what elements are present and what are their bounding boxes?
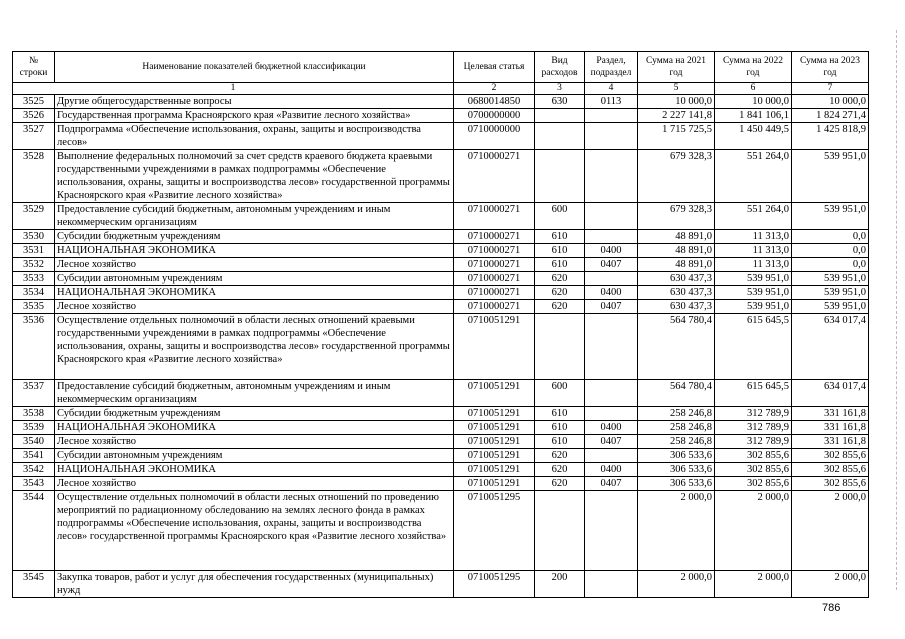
cell-target-article: 0710000271	[454, 230, 535, 244]
cell-sum-2023: 1 425 818,9	[792, 123, 869, 150]
cell-sum-2021: 1 715 725,5	[638, 123, 715, 150]
cell-section	[585, 272, 638, 286]
table-row	[13, 421, 869, 435]
budget-table	[12, 51, 869, 598]
cell-sum-2022: 539 951,0	[715, 272, 792, 286]
table-row	[13, 272, 869, 286]
cell-row-number: 3530	[13, 230, 55, 244]
cell-sum-2023: 539 951,0	[792, 203, 869, 230]
cell-section: 0113	[585, 95, 638, 109]
cell-row-number: 3528	[13, 150, 55, 203]
table-row	[13, 286, 869, 300]
cell-expense-type: 600	[535, 203, 585, 230]
cell-section	[585, 314, 638, 380]
cell-expense-type: 620	[535, 272, 585, 286]
cell-section	[585, 380, 638, 407]
cell-name: НАЦИОНАЛЬНАЯ ЭКОНОМИКА	[55, 463, 454, 477]
cell-sum-2021: 258 246,8	[638, 421, 715, 435]
cell-section	[585, 109, 638, 123]
header-sum-2022: Сумма на 2022 год	[715, 52, 792, 83]
cell-sum-2023: 634 017,4	[792, 314, 869, 380]
cell-target-article: 0710000271	[454, 286, 535, 300]
cell-expense-type: 200	[535, 571, 585, 598]
cell-name: Предоставление субсидий бюджетным, автономным учреждениям и иным некоммерческим организациям	[55, 203, 454, 230]
column-number: 6	[715, 83, 792, 95]
cell-name: Другие общегосударственные вопросы	[55, 95, 454, 109]
cell-name: Лесное хозяйство	[55, 435, 454, 449]
cell-expense-type: 620	[535, 477, 585, 491]
cell-name: Субсидии автономным учреждениям	[55, 449, 454, 463]
cell-row-number: 3542	[13, 463, 55, 477]
cell-target-article: 0710051295	[454, 491, 535, 571]
cell-target-article: 0710051291	[454, 314, 535, 380]
cell-sum-2023: 331 161,8	[792, 435, 869, 449]
cell-row-number: 3529	[13, 203, 55, 230]
cell-section	[585, 203, 638, 230]
cell-expense-type	[535, 150, 585, 203]
cell-sum-2022: 2 000,0	[715, 491, 792, 571]
cell-name: НАЦИОНАЛЬНАЯ ЭКОНОМИКА	[55, 244, 454, 258]
cell-section	[585, 571, 638, 598]
cell-target-article: 0710051291	[454, 380, 535, 407]
cell-section	[585, 491, 638, 571]
cell-name: Осуществление отдельных полномочий в области лесных отношений по проведению мероприятий по радиационному обследованию на землях лесного фонда в рамках подпрограммы «Обеспечение использования, охраны, защиты и воспроизводства лесов» государственной программы Красноярского края «Развитие лесного хозяйства»	[55, 491, 454, 571]
cell-section	[585, 407, 638, 421]
cell-sum-2022: 615 645,5	[715, 380, 792, 407]
table-row	[13, 463, 869, 477]
cell-sum-2023: 0,0	[792, 230, 869, 244]
cell-sum-2023: 10 000,0	[792, 95, 869, 109]
cell-name: Субсидии автономным учреждениям	[55, 272, 454, 286]
cell-name: Подпрограмма «Обеспечение использования, охраны, защиты и воспроизводства лесов»	[55, 123, 454, 150]
cell-sum-2021: 679 328,3	[638, 203, 715, 230]
table-row	[13, 491, 869, 571]
column-number-row	[13, 83, 869, 95]
cell-name: Лесное хозяйство	[55, 258, 454, 272]
cell-section: 0407	[585, 300, 638, 314]
cell-sum-2022: 539 951,0	[715, 300, 792, 314]
cell-target-article: 0680014850	[454, 95, 535, 109]
cell-section: 0400	[585, 463, 638, 477]
cell-expense-type: 600	[535, 380, 585, 407]
cell-row-number: 3540	[13, 435, 55, 449]
table-body	[13, 95, 869, 598]
cell-sum-2021: 564 780,4	[638, 314, 715, 380]
cell-name: Предоставление субсидий бюджетным, автономным учреждениям и иным некоммерческим организациям	[55, 380, 454, 407]
cell-row-number: 3545	[13, 571, 55, 598]
cell-sum-2022: 312 789,9	[715, 435, 792, 449]
cell-target-article: 0710051291	[454, 477, 535, 491]
scan-edge-line	[896, 30, 898, 590]
cell-expense-type: 630	[535, 95, 585, 109]
cell-sum-2022: 302 855,6	[715, 463, 792, 477]
cell-sum-2021: 306 533,6	[638, 463, 715, 477]
cell-target-article: 0710000271	[454, 272, 535, 286]
cell-name: Закупка товаров, работ и услуг для обеспечения государственных (муниципальных) нужд	[55, 571, 454, 598]
cell-sum-2022: 615 645,5	[715, 314, 792, 380]
cell-sum-2021: 630 437,3	[638, 300, 715, 314]
cell-row-number: 3536	[13, 314, 55, 380]
cell-row-number: 3525	[13, 95, 55, 109]
cell-sum-2023: 539 951,0	[792, 272, 869, 286]
cell-sum-2021: 679 328,3	[638, 150, 715, 203]
cell-expense-type: 610	[535, 407, 585, 421]
cell-sum-2023: 0,0	[792, 258, 869, 272]
column-number: 2	[454, 83, 535, 95]
cell-target-article: 0710051291	[454, 421, 535, 435]
cell-row-number: 3532	[13, 258, 55, 272]
cell-sum-2021: 306 533,6	[638, 449, 715, 463]
cell-sum-2023: 2 000,0	[792, 491, 869, 571]
cell-row-number: 3539	[13, 421, 55, 435]
cell-sum-2021: 258 246,8	[638, 407, 715, 421]
cell-expense-type	[535, 123, 585, 150]
cell-section: 0407	[585, 477, 638, 491]
header-sum-2023: Сумма на 2023 год	[792, 52, 869, 83]
cell-expense-type	[535, 109, 585, 123]
cell-target-article: 0710000271	[454, 300, 535, 314]
cell-sum-2022: 551 264,0	[715, 203, 792, 230]
cell-sum-2021: 48 891,0	[638, 258, 715, 272]
cell-sum-2022: 11 313,0	[715, 258, 792, 272]
page-number: 786	[822, 602, 841, 614]
cell-target-article: 0700000000	[454, 109, 535, 123]
cell-sum-2021: 630 437,3	[638, 272, 715, 286]
cell-sum-2022: 539 951,0	[715, 286, 792, 300]
cell-name: Осуществление отдельных полномочий в области лесных отношений краевыми государственными учреждениями в рамках подпрограммы «Обеспечение использования, охраны, защиты и воспроизводства лесов» государственной программы Красноярского края «Развитие лесного хозяйства»	[55, 314, 454, 380]
table-row	[13, 314, 869, 380]
table-row	[13, 230, 869, 244]
table-row	[13, 571, 869, 598]
cell-name: Лесное хозяйство	[55, 477, 454, 491]
header-row	[13, 52, 869, 83]
cell-expense-type: 620	[535, 286, 585, 300]
table-row	[13, 203, 869, 230]
table-row	[13, 300, 869, 314]
cell-sum-2021: 630 437,3	[638, 286, 715, 300]
cell-expense-type: 610	[535, 421, 585, 435]
cell-section	[585, 150, 638, 203]
cell-name: Лесное хозяйство	[55, 300, 454, 314]
cell-name: Субсидии бюджетным учреждениям	[55, 230, 454, 244]
cell-sum-2022: 551 264,0	[715, 150, 792, 203]
cell-section: 0407	[585, 258, 638, 272]
cell-name: Выполнение федеральных полномочий за счет средств краевого бюджета краевыми государственными учреждениями в рамках подпрограммы «Обеспечение использования, охраны, защиты и воспроизводства лесов» государственной программы Красноярского края «Развитие лесного хозяйства»	[55, 150, 454, 203]
cell-sum-2022: 312 789,9	[715, 407, 792, 421]
cell-section: 0400	[585, 421, 638, 435]
cell-expense-type: 610	[535, 435, 585, 449]
cell-sum-2021: 10 000,0	[638, 95, 715, 109]
cell-sum-2023: 331 161,8	[792, 407, 869, 421]
cell-expense-type: 610	[535, 244, 585, 258]
table-row	[13, 435, 869, 449]
cell-target-article: 0710051291	[454, 407, 535, 421]
cell-sum-2022: 11 313,0	[715, 230, 792, 244]
table-row	[13, 95, 869, 109]
table-row	[13, 109, 869, 123]
cell-row-number: 3533	[13, 272, 55, 286]
cell-sum-2021: 258 246,8	[638, 435, 715, 449]
header-target-article: Целевая статья	[454, 52, 535, 83]
cell-name: НАЦИОНАЛЬНАЯ ЭКОНОМИКА	[55, 286, 454, 300]
cell-sum-2023: 1 824 271,4	[792, 109, 869, 123]
cell-name: Субсидии бюджетным учреждениям	[55, 407, 454, 421]
cell-sum-2022: 11 313,0	[715, 244, 792, 258]
cell-target-article: 0710051291	[454, 463, 535, 477]
table-row	[13, 380, 869, 407]
cell-row-number: 3543	[13, 477, 55, 491]
column-number: 1	[13, 83, 454, 95]
cell-name: Государственная программа Красноярского края «Развитие лесного хозяйства»	[55, 109, 454, 123]
cell-sum-2021: 48 891,0	[638, 244, 715, 258]
cell-expense-type	[535, 314, 585, 380]
header-expense-type: Вид расходов	[535, 52, 585, 83]
cell-row-number: 3544	[13, 491, 55, 571]
cell-target-article: 0710051291	[454, 435, 535, 449]
cell-row-number: 3535	[13, 300, 55, 314]
cell-expense-type: 620	[535, 300, 585, 314]
cell-target-article: 0710000271	[454, 244, 535, 258]
table-row	[13, 150, 869, 203]
cell-row-number: 3538	[13, 407, 55, 421]
column-number: 5	[638, 83, 715, 95]
cell-section	[585, 449, 638, 463]
cell-sum-2023: 0,0	[792, 244, 869, 258]
cell-section	[585, 230, 638, 244]
cell-sum-2022: 302 855,6	[715, 477, 792, 491]
table-row	[13, 449, 869, 463]
cell-expense-type: 610	[535, 230, 585, 244]
cell-sum-2023: 539 951,0	[792, 300, 869, 314]
cell-sum-2022: 2 000,0	[715, 571, 792, 598]
cell-sum-2022: 302 855,6	[715, 449, 792, 463]
cell-target-article: 0710051291	[454, 449, 535, 463]
cell-sum-2021: 48 891,0	[638, 230, 715, 244]
cell-section	[585, 123, 638, 150]
cell-expense-type	[535, 491, 585, 571]
cell-sum-2023: 302 855,6	[792, 449, 869, 463]
cell-sum-2021: 306 533,6	[638, 477, 715, 491]
cell-sum-2023: 2 000,0	[792, 571, 869, 598]
cell-name: НАЦИОНАЛЬНАЯ ЭКОНОМИКА	[55, 421, 454, 435]
cell-expense-type: 610	[535, 258, 585, 272]
cell-target-article: 0710000000	[454, 123, 535, 150]
column-number: 3	[535, 83, 585, 95]
cell-target-article: 0710000271	[454, 150, 535, 203]
cell-row-number: 3537	[13, 380, 55, 407]
cell-row-number: 3541	[13, 449, 55, 463]
cell-sum-2022: 1 450 449,5	[715, 123, 792, 150]
cell-section: 0407	[585, 435, 638, 449]
cell-target-article: 0710000271	[454, 203, 535, 230]
column-number: 4	[585, 83, 638, 95]
cell-sum-2021: 2 000,0	[638, 571, 715, 598]
cell-row-number: 3527	[13, 123, 55, 150]
header-row-number: № строки	[13, 52, 55, 83]
cell-sum-2023: 539 951,0	[792, 286, 869, 300]
cell-sum-2021: 2 227 141,8	[638, 109, 715, 123]
table-row	[13, 477, 869, 491]
cell-row-number: 3526	[13, 109, 55, 123]
cell-sum-2021: 564 780,4	[638, 380, 715, 407]
table-row	[13, 244, 869, 258]
header-sum-2021: Сумма на 2021 год	[638, 52, 715, 83]
table-row	[13, 407, 869, 421]
cell-sum-2023: 634 017,4	[792, 380, 869, 407]
cell-sum-2023: 331 161,8	[792, 421, 869, 435]
cell-sum-2023: 302 855,6	[792, 477, 869, 491]
table-row	[13, 258, 869, 272]
cell-sum-2023: 302 855,6	[792, 463, 869, 477]
cell-sum-2021: 2 000,0	[638, 491, 715, 571]
cell-row-number: 3531	[13, 244, 55, 258]
cell-sum-2022: 312 789,9	[715, 421, 792, 435]
table-row	[13, 123, 869, 150]
header-name: Наименование показателей бюджетной классификации	[55, 52, 454, 83]
cell-section: 0400	[585, 286, 638, 300]
cell-sum-2022: 10 000,0	[715, 95, 792, 109]
cell-target-article: 0710000271	[454, 258, 535, 272]
column-number: 7	[792, 83, 869, 95]
cell-section: 0400	[585, 244, 638, 258]
cell-expense-type: 620	[535, 449, 585, 463]
cell-row-number: 3534	[13, 286, 55, 300]
cell-expense-type: 620	[535, 463, 585, 477]
cell-sum-2023: 539 951,0	[792, 150, 869, 203]
cell-sum-2022: 1 841 106,1	[715, 109, 792, 123]
cell-target-article: 0710051295	[454, 571, 535, 598]
header-section: Раздел, подраздел	[585, 52, 638, 83]
